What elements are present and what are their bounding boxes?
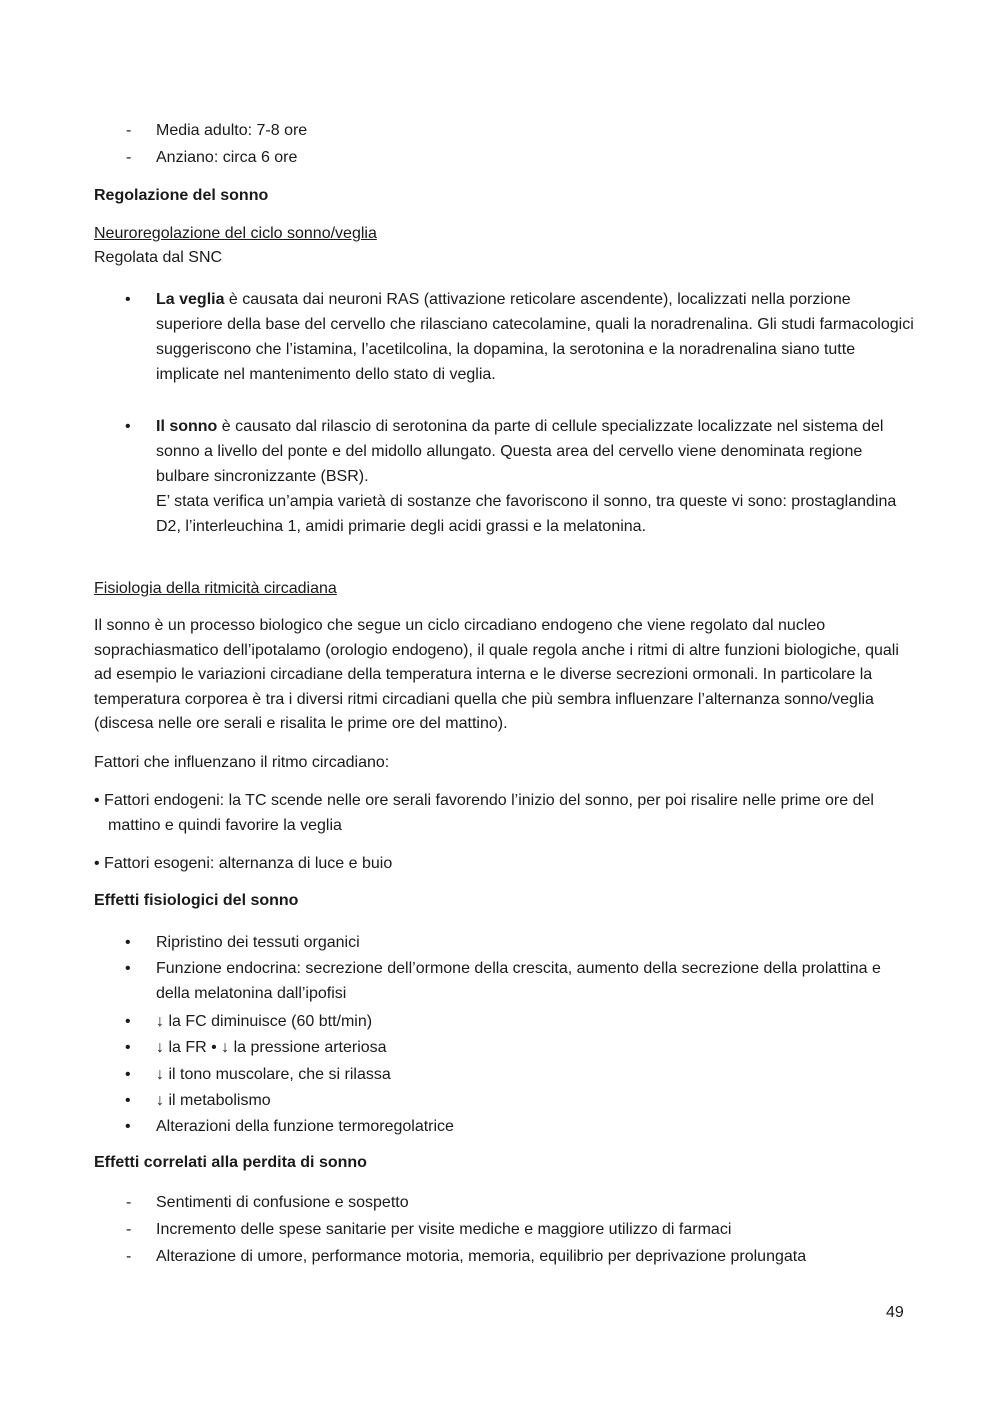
subheading-fisiologia: Fisiologia della ritmicità circadiana [94, 580, 337, 597]
section-heading-perdita: Effetti correlati alla perdita di sonno [94, 1154, 367, 1171]
list-item: Incremento delle spese sanitarie per visite mediche e maggiore utilizzo di farmaci [156, 1221, 732, 1238]
fattori-endogeni: • Fattori endogeni: la TC scende nelle ore serali favorendo l’inizio del sonno, per poi risalire nelle prime ore del mattino e quindi favorire la veglia [94, 792, 874, 834]
list-item: ↓ il metabolismo [156, 1092, 271, 1109]
list-item: Alterazione di umore, performance motoria, memoria, equilibrio per deprivazione prolungata [156, 1248, 807, 1265]
sonno-text: è causato dal rilascio di serotonina da parte di cellule specializzate localizzate nel sistema del sonno a livello del ponte e del midollo allungato. Questa area del cervello viene denominata regione bulbare sincronizzante (BSR). [156, 418, 884, 485]
dash-marker: - [126, 122, 132, 139]
fattori-esogeni: • Fattori esogeni: alternanza di luce e buio [94, 855, 393, 872]
bullet-marker: • [125, 1092, 131, 1109]
subheading-neuroregolazione: Neuroregolazione del ciclo sonno/veglia [94, 225, 377, 242]
dash-marker: - [126, 1194, 132, 1211]
fisiologia-paragraph: Il sonno è un processo biologico che segue un ciclo circadiano endogeno che viene regolato dal nucleo soprachiasmatico dell’ipotalamo (orologio endogeno), il quale regola anche i ritmi di altre funzioni biologiche, quali ad esempio le variazioni circadiane della temperatura interna e le diverse secrezioni ormonali. In particolare la temperatura corporea è tra i diversi ritmi circadiani quella che più sembra influenzare l’alternanza sonno/veglia (discesa nelle ore serali e risalita le prime ore del mattino). [94, 617, 899, 732]
dash-marker: - [126, 1221, 132, 1238]
bullet-marker: • [125, 1013, 131, 1030]
neuro-subtext: Regolata dal SNC [94, 249, 223, 266]
bullet-marker: • [125, 1118, 131, 1135]
list-item: Ripristino dei tessuti organici [156, 934, 360, 951]
list-item: ↓ il tono muscolare, che si rilassa [156, 1066, 391, 1083]
veglia-text: è causata dai neuroni RAS (attivazione reticolare ascendente), localizzati nella porzione superiore della base del cervello che rilasciano catecolamine, quali la noradrenalina. Gli studi farmacologici suggeriscono che l’istamina, l’acetilcolina, la dopamina, la serotonina e la noradrenalina siano tutte implicate nel mantenimento dello stato di veglia. [156, 291, 914, 383]
list-item: ↓ la FR • ↓ la pressione arteriosa [156, 1039, 387, 1056]
list-item: Sentimenti di confusione e sospetto [156, 1194, 409, 1211]
list-item: Media adulto: 7-8 ore [156, 122, 308, 139]
list-item: Alterazioni della funzione termoregolatrice [156, 1118, 454, 1135]
veglia-paragraph [156, 287, 916, 387]
section-heading-regolazione: Regolazione del sonno [94, 187, 269, 204]
fattori-intro: Fattori che influenzano il ritmo circadiano: [94, 754, 390, 771]
bullet-marker: • [125, 418, 131, 435]
list-item: ↓ la FC diminuisce (60 btt/min) [156, 1013, 373, 1030]
bullet-marker: • [125, 934, 131, 951]
dash-marker: - [126, 149, 132, 166]
bullet-marker: • [125, 1039, 131, 1056]
sonno-paragraph [156, 414, 916, 489]
section-heading-effetti: Effetti fisiologici del sonno [94, 892, 299, 909]
dash-marker: - [126, 1248, 132, 1265]
bullet-marker: • [125, 1066, 131, 1083]
bullet-marker: • [125, 960, 131, 977]
veglia-term: La veglia [156, 291, 225, 308]
bullet-marker: • [125, 291, 131, 308]
sonno-term: Il sonno [156, 418, 218, 435]
sonno-extra-paragraph: E’ stata verifica un’ampia varietà di sostanze che favoriscono il sonno, tra queste vi sono: prostaglandina D2, l’interleuchina 1, amidi primarie degli acidi grassi e la melatonina. [156, 493, 897, 535]
list-item: Anziano: circa 6 ore [156, 149, 298, 166]
page-number: 49 [886, 1304, 904, 1321]
list-item: Funzione endocrina: secrezione dell’ormone della crescita, aumento della secrezione della prolattina e della melatonina dall’ipofisi [156, 960, 881, 1002]
